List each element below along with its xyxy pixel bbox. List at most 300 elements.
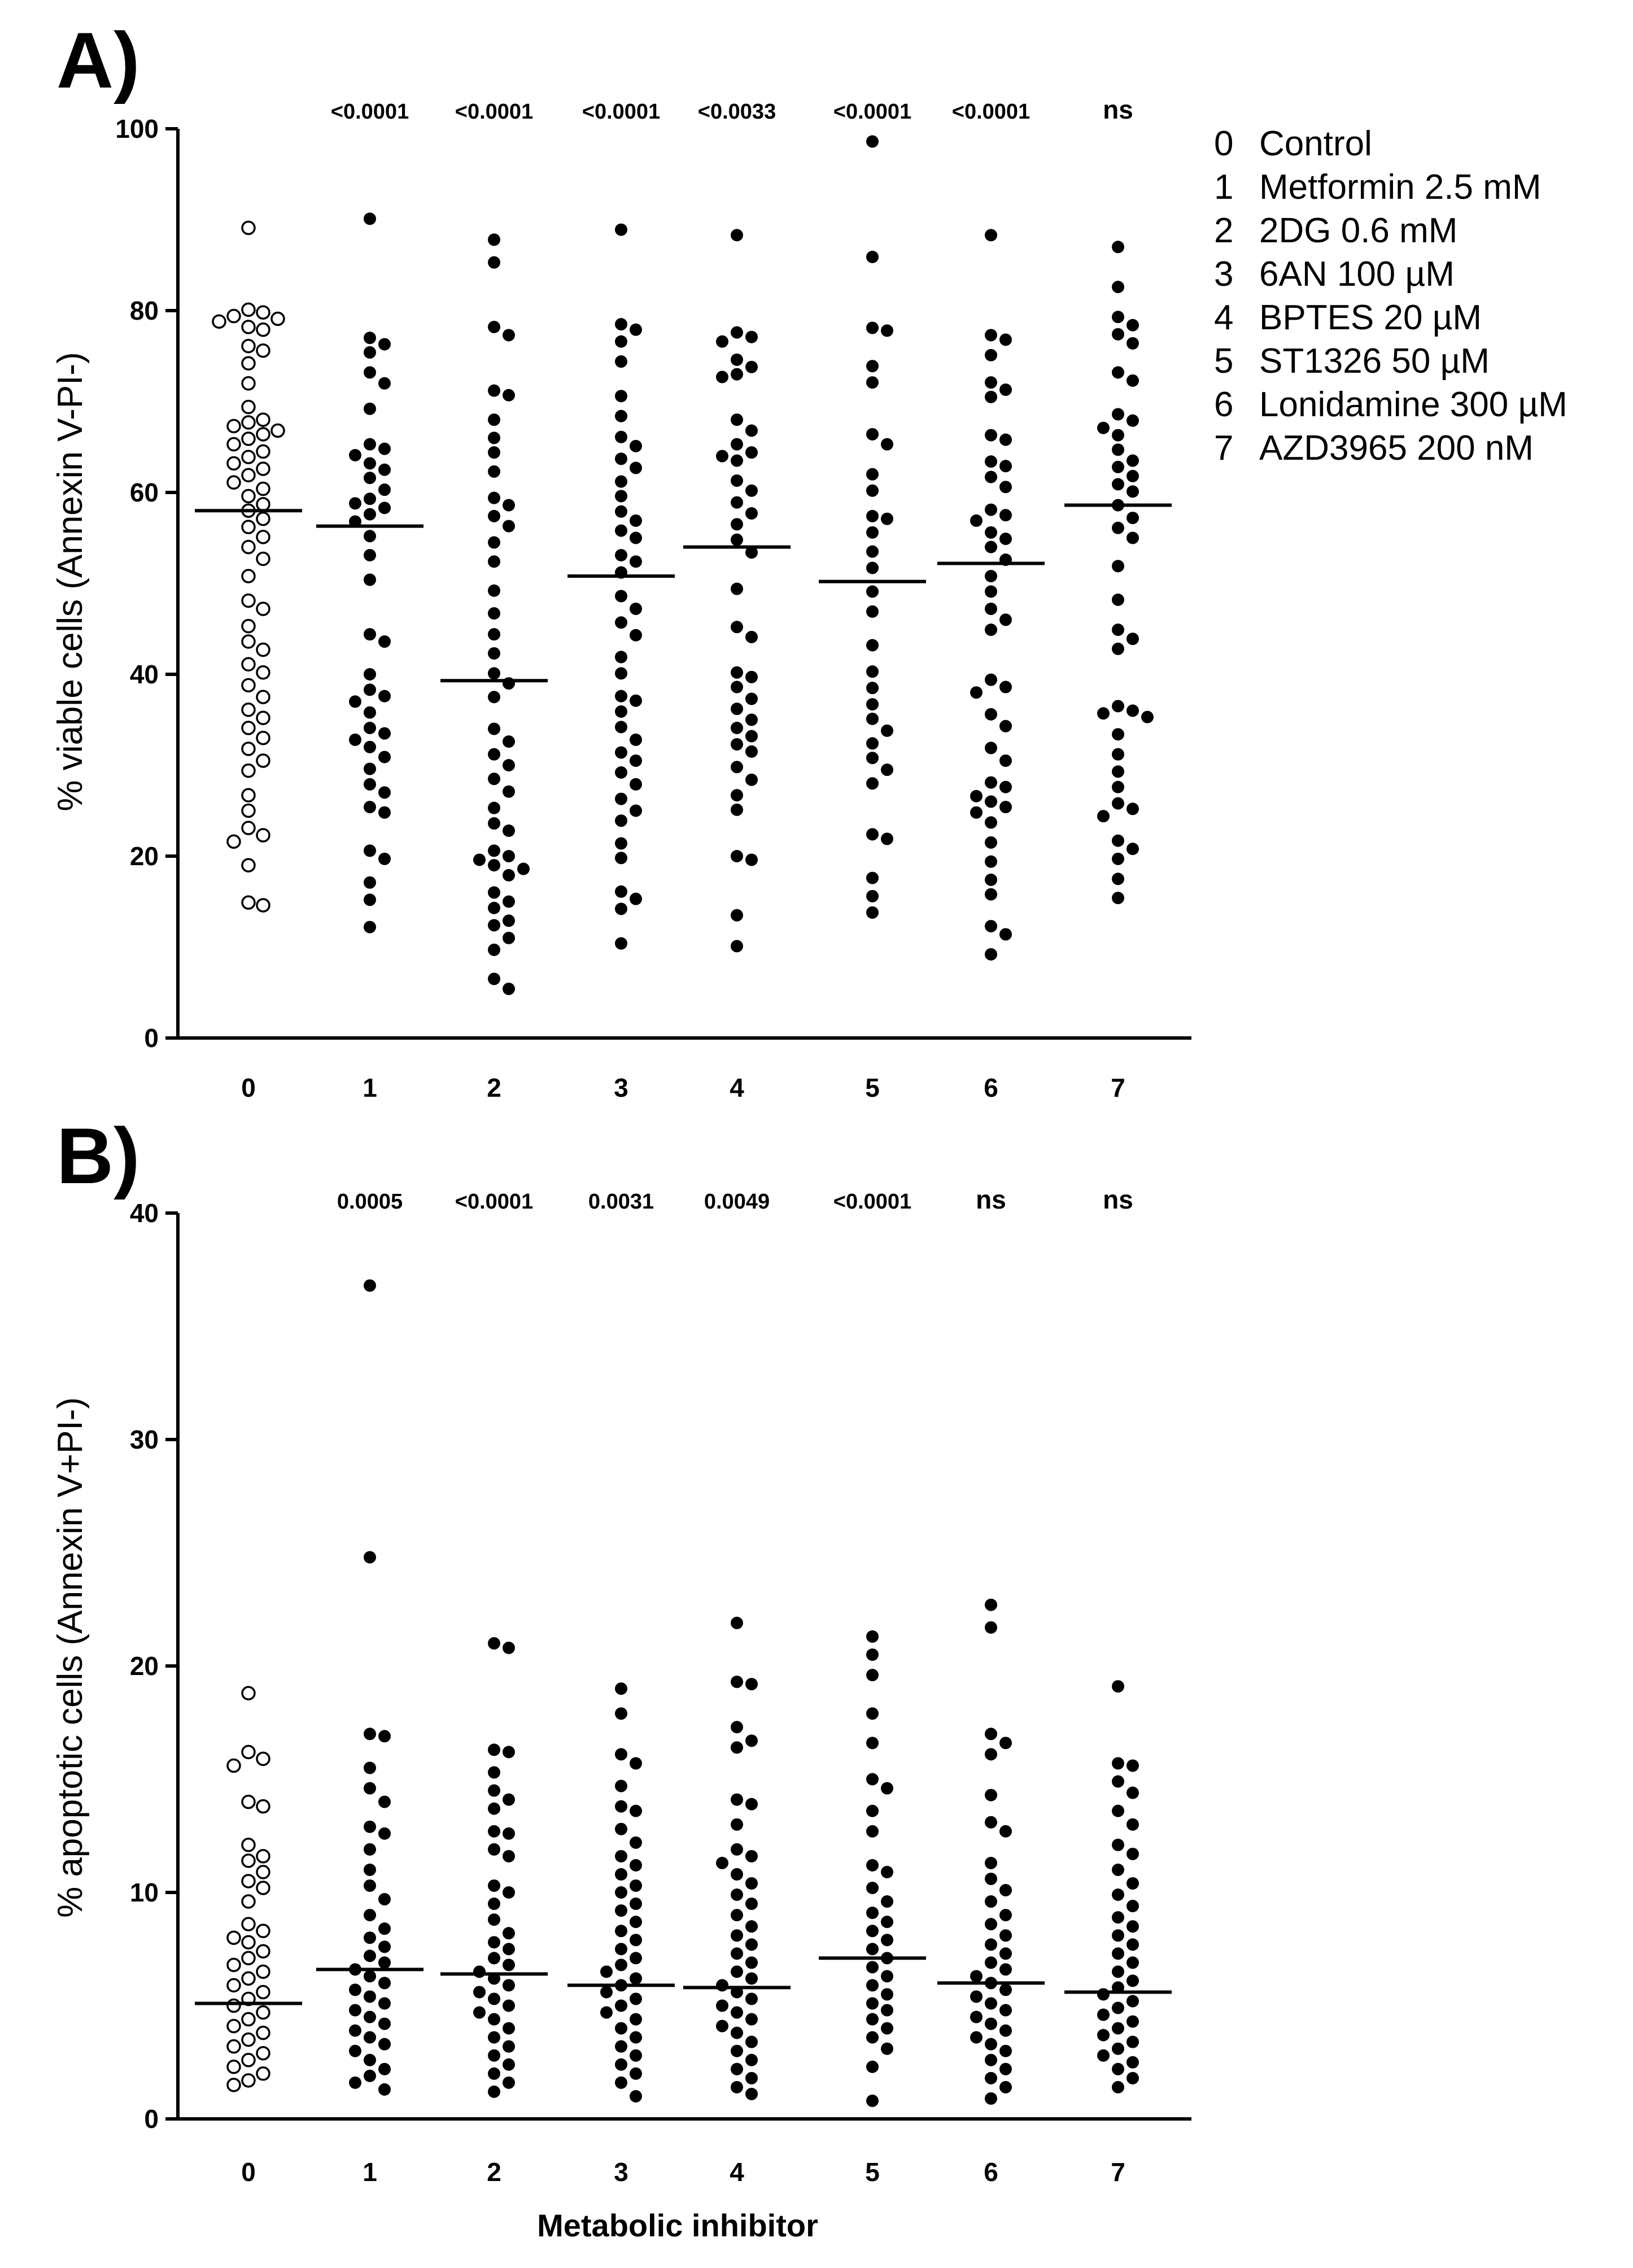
data-point xyxy=(242,1875,255,1887)
x-tick-label: 1 xyxy=(363,2157,377,2187)
data-point xyxy=(378,2083,391,2096)
data-point xyxy=(364,1279,376,1292)
data-point xyxy=(228,1931,240,1944)
data-point xyxy=(630,1992,642,2005)
data-point xyxy=(745,2036,758,2048)
data-point xyxy=(731,534,743,546)
y-tick-label: 100 xyxy=(115,114,159,143)
data-point xyxy=(488,492,500,504)
data-point xyxy=(731,804,743,816)
data-point xyxy=(866,485,879,497)
data-point xyxy=(630,2013,642,2026)
data-point xyxy=(257,2027,269,2039)
data-point xyxy=(745,1938,758,1951)
data-point xyxy=(866,1737,879,1749)
data-point xyxy=(615,793,627,805)
data-point xyxy=(364,1728,376,1740)
data-point xyxy=(242,377,255,390)
data-point xyxy=(970,686,983,699)
data-point xyxy=(985,429,997,442)
data-point xyxy=(1112,700,1124,712)
data-point xyxy=(1112,311,1124,323)
data-point xyxy=(242,451,255,463)
data-point xyxy=(503,1850,515,1863)
data-point xyxy=(1097,707,1110,719)
data-point xyxy=(503,2000,515,2012)
data-point xyxy=(745,671,758,683)
data-point xyxy=(257,463,269,475)
data-point xyxy=(242,433,255,445)
data-point xyxy=(488,748,500,761)
data-point xyxy=(488,256,500,269)
data-point xyxy=(257,1866,269,1878)
data-point xyxy=(866,639,879,651)
data-point xyxy=(378,338,391,351)
data-point xyxy=(488,465,500,478)
data-point xyxy=(257,691,269,703)
data-point xyxy=(228,2040,240,2053)
data-point xyxy=(503,2022,515,2035)
data-point xyxy=(866,251,879,263)
data-point xyxy=(1126,415,1139,427)
data-point xyxy=(615,1780,627,1792)
data-point xyxy=(970,2011,983,2023)
x-tick-label: 7 xyxy=(1111,1073,1125,1102)
data-point xyxy=(615,431,627,443)
data-point xyxy=(488,555,500,568)
legend-entry xyxy=(1214,298,1482,337)
p-value-label: ns xyxy=(1103,95,1133,124)
data-point xyxy=(228,1959,240,1971)
data-point xyxy=(999,2081,1012,2093)
data-point xyxy=(630,1879,642,1892)
data-point xyxy=(1097,2049,1110,2062)
data-point xyxy=(615,837,627,849)
data-point xyxy=(1126,337,1139,350)
data-point xyxy=(630,695,642,707)
data-point xyxy=(364,457,376,469)
data-point xyxy=(242,2013,255,2026)
data-point xyxy=(257,2068,269,2080)
legend xyxy=(1214,124,1567,468)
data-point xyxy=(349,2025,361,2037)
data-point xyxy=(985,1621,997,1634)
data-point xyxy=(866,1805,879,1817)
data-point xyxy=(615,705,627,718)
data-point xyxy=(488,413,500,426)
data-point xyxy=(731,789,743,801)
data-point xyxy=(364,1551,376,1564)
data-point xyxy=(866,713,879,725)
data-point xyxy=(999,681,1012,694)
data-point xyxy=(1112,1839,1124,1851)
data-point xyxy=(745,1877,758,1890)
data-point xyxy=(881,1895,893,1908)
data-point xyxy=(242,704,255,716)
data-point xyxy=(378,786,391,799)
p-value-label: <0.0033 xyxy=(697,100,776,124)
data-point xyxy=(488,537,500,549)
data-point xyxy=(257,603,269,615)
data-point xyxy=(488,628,500,640)
data-point xyxy=(615,814,627,827)
data-point xyxy=(257,829,269,841)
panel-b-y-axis-title: % apoptotic cells (Annexin V+PI-) xyxy=(51,1397,90,1918)
data-point xyxy=(866,1997,879,2009)
data-point xyxy=(228,310,240,322)
data-point xyxy=(999,334,1012,346)
data-point xyxy=(257,344,269,357)
panel-a-label: A) xyxy=(56,16,140,104)
data-point xyxy=(503,1828,515,1840)
data-point xyxy=(364,1821,376,1833)
data-point xyxy=(731,1843,743,1856)
data-point xyxy=(745,1972,758,1985)
data-point xyxy=(257,1752,269,1765)
data-point xyxy=(985,874,997,886)
data-point xyxy=(242,1952,255,1964)
data-point xyxy=(349,1983,361,1996)
legend-code: 5 xyxy=(1214,342,1234,381)
data-point xyxy=(731,413,743,426)
data-point xyxy=(228,476,240,489)
data-point xyxy=(242,303,255,316)
data-point xyxy=(745,2054,758,2066)
data-point xyxy=(630,778,642,791)
data-point xyxy=(615,667,627,679)
data-point xyxy=(630,2049,642,2062)
data-point xyxy=(364,1970,376,1982)
p-value-label: <0.0001 xyxy=(833,100,912,124)
data-point xyxy=(866,1907,879,1919)
data-point xyxy=(488,321,500,333)
data-point xyxy=(745,631,758,643)
data-point xyxy=(1112,853,1124,865)
data-point xyxy=(1126,1995,1139,2007)
data-point xyxy=(488,972,500,985)
data-point xyxy=(1112,2081,1124,2093)
data-point xyxy=(970,790,983,802)
data-point xyxy=(242,2054,255,2066)
data-point xyxy=(999,1983,1012,1996)
data-point xyxy=(488,647,500,660)
data-point xyxy=(881,2043,893,2055)
legend-label: Control xyxy=(1259,124,1372,163)
data-point xyxy=(257,553,269,565)
data-point xyxy=(503,1886,515,1899)
data-point xyxy=(1097,1988,1110,2000)
data-point xyxy=(488,723,500,735)
data-point xyxy=(985,471,997,483)
legend-code: 2 xyxy=(1214,211,1234,250)
data-point xyxy=(731,368,743,381)
data-point xyxy=(881,832,893,845)
data-point xyxy=(1112,328,1124,341)
data-point xyxy=(866,1882,879,1894)
data-point xyxy=(1126,455,1139,467)
data-point xyxy=(364,1931,376,1944)
data-point xyxy=(488,1936,500,1948)
data-point xyxy=(881,2004,893,2017)
legend-label: 2DG 0.6 mM xyxy=(1259,211,1458,250)
data-point xyxy=(488,1803,500,1815)
data-point xyxy=(488,446,500,459)
data-point xyxy=(866,890,879,902)
data-point xyxy=(985,2092,997,2105)
data-point xyxy=(985,708,997,721)
data-point xyxy=(985,2054,997,2066)
data-point xyxy=(1126,1787,1139,1799)
data-point xyxy=(488,1843,500,1856)
data-point xyxy=(881,2022,893,2035)
data-point xyxy=(731,518,743,530)
data-point xyxy=(866,322,879,334)
data-point xyxy=(503,1642,515,1654)
data-point xyxy=(364,1761,376,1774)
data-point xyxy=(364,1909,376,1921)
data-point xyxy=(716,335,728,348)
data-point xyxy=(1112,1965,1124,1978)
data-point xyxy=(364,876,376,889)
data-point xyxy=(866,2061,879,2073)
data-point xyxy=(985,1748,997,1760)
data-point xyxy=(488,2031,500,2044)
data-point xyxy=(488,2086,500,2098)
data-point xyxy=(257,483,269,495)
p-value-label: 0.0005 xyxy=(337,1190,403,1214)
data-point xyxy=(615,886,627,898)
data-point xyxy=(731,738,743,751)
data-point xyxy=(1126,2072,1139,2084)
data-point xyxy=(242,658,255,670)
data-point xyxy=(731,354,743,366)
data-point xyxy=(866,1669,879,1681)
data-point xyxy=(630,532,642,544)
data-point xyxy=(1141,711,1154,723)
data-point xyxy=(503,850,515,862)
data-point xyxy=(242,805,255,817)
data-point xyxy=(1097,422,1110,434)
data-point xyxy=(999,481,1012,493)
data-point xyxy=(745,730,758,742)
data-point xyxy=(615,2000,627,2012)
data-point xyxy=(731,496,743,509)
data-point xyxy=(364,801,376,813)
legend-code: 0 xyxy=(1214,124,1234,163)
data-point xyxy=(985,623,997,636)
panel-b-label: B) xyxy=(56,1111,140,1200)
data-point xyxy=(1126,470,1139,482)
x-tick-label: 6 xyxy=(984,2157,998,2187)
data-point xyxy=(257,531,269,543)
y-tick-label: 30 xyxy=(129,1425,159,1454)
data-point xyxy=(866,906,879,919)
data-point xyxy=(866,828,879,840)
data-point xyxy=(257,513,269,525)
data-point xyxy=(364,366,376,378)
data-point xyxy=(615,390,627,402)
data-point xyxy=(999,383,1012,396)
data-point xyxy=(985,1873,997,1885)
data-point xyxy=(600,1986,613,1998)
data-point xyxy=(866,360,879,372)
data-point xyxy=(999,533,1012,545)
data-point xyxy=(985,541,997,553)
data-point xyxy=(999,720,1012,732)
data-point xyxy=(1126,1974,1139,1987)
data-point xyxy=(242,1972,255,1985)
legend-entry xyxy=(1214,211,1457,250)
data-point xyxy=(716,371,728,383)
data-point xyxy=(615,651,627,663)
legend-code: 3 xyxy=(1214,255,1234,294)
p-value-label: 0.0031 xyxy=(588,1190,654,1214)
data-point xyxy=(488,431,500,444)
data-point xyxy=(1126,802,1139,815)
data-point xyxy=(364,1843,376,1856)
data-point xyxy=(257,1800,269,1813)
data-point xyxy=(745,2088,758,2100)
data-point xyxy=(999,509,1012,521)
data-point xyxy=(985,777,997,789)
data-point xyxy=(378,483,391,496)
data-point xyxy=(985,526,997,539)
data-point xyxy=(999,1947,1012,1960)
data-point xyxy=(615,318,627,330)
x-tick-label: 0 xyxy=(241,1073,256,1102)
data-point xyxy=(745,1798,758,1811)
x-tick-label: 2 xyxy=(487,2157,501,2187)
y-tick-label: 10 xyxy=(129,1878,159,1907)
panel-a-y-axis-title: % viable cells (Annexin V-PI-) xyxy=(51,352,90,812)
data-point xyxy=(242,743,255,755)
data-point xyxy=(731,1888,743,1901)
data-point xyxy=(364,2054,376,2066)
data-point xyxy=(257,428,269,440)
data-point xyxy=(257,2007,269,2019)
panel-a-chart xyxy=(51,95,1191,1102)
data-point xyxy=(731,2045,743,2057)
data-point xyxy=(378,1828,391,1840)
x-tick-label: 3 xyxy=(614,1073,628,1102)
data-point xyxy=(731,2063,743,2075)
data-point xyxy=(242,620,255,633)
data-point xyxy=(985,948,997,961)
data-point xyxy=(488,886,500,899)
data-point xyxy=(881,764,893,776)
data-point xyxy=(228,420,240,432)
data-point xyxy=(630,734,642,746)
data-point xyxy=(1126,512,1139,524)
data-point xyxy=(242,1839,255,1851)
data-point xyxy=(1126,633,1139,645)
data-point xyxy=(985,1938,997,1951)
data-point xyxy=(257,1945,269,1957)
data-point xyxy=(630,1934,642,1946)
y-tick-label: 40 xyxy=(129,660,159,689)
data-point xyxy=(866,1979,879,1991)
data-point xyxy=(1112,2063,1124,2075)
data-point xyxy=(349,497,361,509)
data-point xyxy=(364,668,376,681)
data-point xyxy=(866,605,879,618)
data-point xyxy=(630,462,642,474)
data-point xyxy=(488,2049,500,2062)
data-point xyxy=(866,1630,879,1643)
data-point xyxy=(473,2007,486,2019)
data-point xyxy=(1112,1805,1124,1817)
legend-label: Metformin 2.5 mM xyxy=(1259,168,1542,207)
data-point xyxy=(378,727,391,740)
data-point xyxy=(488,607,500,620)
data-point xyxy=(731,666,743,679)
x-tick-label: 5 xyxy=(865,1073,880,1102)
legend-entry xyxy=(1214,124,1372,163)
data-point xyxy=(630,1972,642,1985)
data-point xyxy=(745,745,758,758)
data-point xyxy=(242,490,255,502)
data-point xyxy=(488,1952,500,1964)
data-point xyxy=(364,530,376,542)
data-point xyxy=(364,346,376,359)
data-point xyxy=(985,455,997,468)
data-point xyxy=(985,836,997,849)
data-point xyxy=(866,1943,879,1955)
data-point xyxy=(1112,522,1124,534)
y-tick-label: 20 xyxy=(129,1651,159,1681)
data-point xyxy=(866,562,879,574)
data-point xyxy=(503,1979,515,1991)
data-point xyxy=(1112,429,1124,442)
data-point xyxy=(1126,1900,1139,1912)
data-point xyxy=(615,1943,627,1955)
legend-label: BPTES 20 µM xyxy=(1259,298,1482,337)
data-point xyxy=(488,1898,500,1910)
data-point xyxy=(488,802,500,814)
data-point xyxy=(985,229,997,241)
p-value-label: <0.0001 xyxy=(833,1190,912,1214)
data-point xyxy=(999,2004,1012,2017)
data-point xyxy=(731,681,743,694)
data-point xyxy=(630,2031,642,2044)
data-point xyxy=(503,389,515,402)
data-point xyxy=(615,590,627,603)
data-point xyxy=(1126,1920,1139,1933)
data-point xyxy=(364,574,376,586)
data-point xyxy=(364,762,376,775)
data-point xyxy=(745,1992,758,2005)
data-point xyxy=(866,698,879,710)
data-point xyxy=(364,332,376,344)
x-tick-label: 1 xyxy=(363,1073,377,1102)
data-point xyxy=(615,1850,627,1863)
data-point xyxy=(985,570,997,582)
data-point xyxy=(488,385,500,397)
p-value-label: ns xyxy=(976,1185,1006,1214)
data-point xyxy=(731,455,743,467)
data-point xyxy=(378,443,391,455)
data-point xyxy=(503,1959,515,1971)
data-point xyxy=(985,391,997,403)
data-point xyxy=(1112,748,1124,761)
x-axis-title: Metabolic inhibitor xyxy=(537,2208,818,2243)
data-point xyxy=(503,869,515,882)
data-point xyxy=(488,944,500,956)
data-point xyxy=(615,690,627,703)
data-point xyxy=(985,1857,997,1869)
data-point xyxy=(866,428,879,440)
data-point xyxy=(745,1920,758,1933)
